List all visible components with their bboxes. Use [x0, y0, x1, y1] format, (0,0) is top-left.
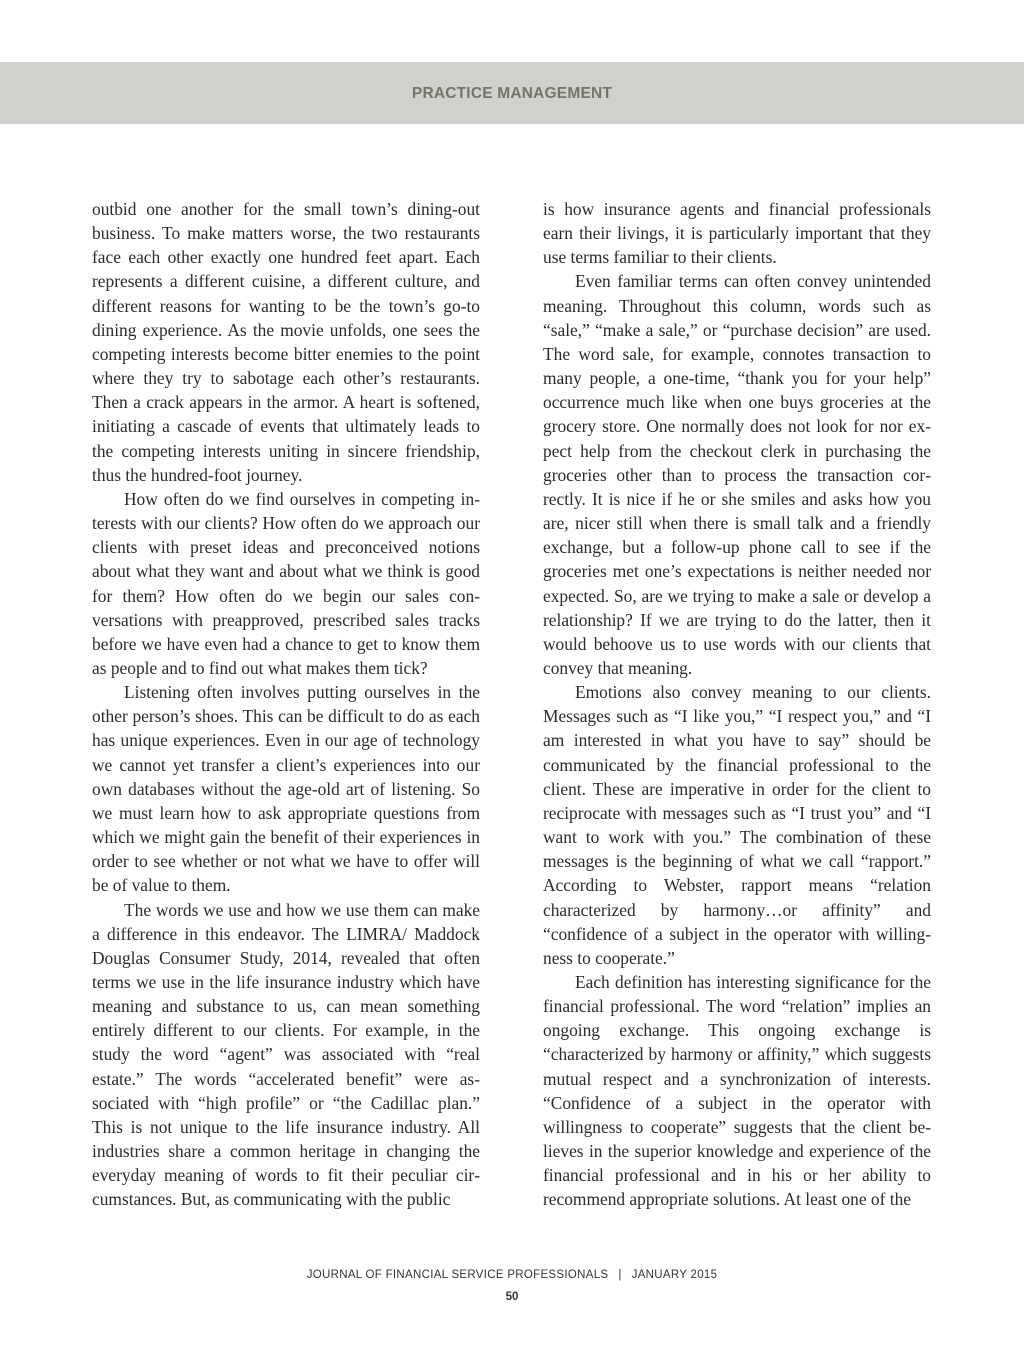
body-paragraph: Each definition has interesting significance for the financial professional. The word “relation” implies an ongoing exchange. This ongoing exchange is “characterized by harmony or affinity,” which suggests mutual respect and a synchronization of interests. “Confidence of a subject in the operator with willingness to cooperate” suggests that the client believes in the superior knowledge and experience of the financial professional and in his or her ability to recommend appropriate solutions. At least one of the — [543, 972, 931, 1210]
left-text-column — [92, 197, 480, 1212]
right-text-column — [543, 197, 931, 1212]
page-number: 50 — [505, 1291, 519, 1303]
issue-date: JANUARY 2015 — [631, 1269, 718, 1281]
body-paragraph: is how insurance agents and financial professionals earn their livings, it is particularly important that they use terms familiar to their clients. — [543, 199, 931, 268]
body-paragraph: Even familiar terms can often convey unintended meaning. Throughout this column, words such as “sale,” “make a sale,” or “purchase decision” are used. The word sale, for example, connotes transaction to many people, a one-time, “thank you for your help” occurrence much like when one buys groceries at the grocery store. One normally does not look for nor expect help from the checkout clerk in purchasing the groceries other than to process the transaction correctly. It is nice if he or she smiles and asks how you are, nicer still when there is small talk and a friendly exchange, but a follow-up phone call to see if the groceries met one’s expectations is neither needed nor expected. So, are we trying to make a sale or develop a relationship? If we are trying to do the latter, then it would behoove us to use words with our clients that convey that meaning. — [543, 271, 931, 678]
section-header-band — [0, 62, 1024, 124]
body-paragraph: The words we use and how we use them can make a difference in this endeavor. The LIMRA/ Maddock Douglas Consumer Study, 2014, revealed that often terms we use in the life insurance industry which have meaning and substance to us, can mean something entirely different to our clients. For example, in the study the word “agent” was associated with “real estate.” The words “accelerated benefit” were associated with “high profile” or “the Cadillac plan.” This is not unique to the life insurance industry. All industries share a common heritage in changing the everyday meaning of words to fit their peculiar circumstances. But, as communicating with the public — [92, 899, 480, 1210]
journal-name: JOURNAL OF FINANCIAL SERVICE PROFESSIONALS — [306, 1269, 609, 1281]
body-paragraph: Listening often involves putting ourselves in the other person’s shoes. This can be difficult to do as each has unique experiences. Even in our age of technology we cannot yet transfer a client’s experiences into our own databases without the age-old art of listening. So we must learn how to ask appropriate questions from which we might gain the benefit of their experiences in order to see whether or not what we have to offer will be of value to them. — [92, 682, 480, 896]
footer-separator: | — [618, 1269, 622, 1281]
body-paragraph: Emotions also convey meaning to our clients. Messages such as “I like you,” “I respect you,” and “I am interested in what you have to say” should be communicated by the financial professional to the client. These are imperative in order for the client to reciprocate with messages such as “I trust you” and “I want to work with you.” The combination of these messages is the beginning of what we call “rapport.” According to Webster, rapport means “relation characterized by harmony…or affinity” and “confidence of a subject in the operator with willingness to cooperate.” — [543, 682, 931, 968]
section-title: PRACTICE MANAGEMENT — [411, 85, 613, 102]
body-paragraph: outbid one another for the small town’s dining-out business. To make matters worse, the two restaurants face each other exactly one hundred feet apart. Each represents a different cuisine, a different culture, and different reasons for wanting to be the town’s go-to dining experience. As the movie unfolds, one sees the competing interests become bitter enemies to the point where they try to sabotage each other’s restaurants. Then a crack appears in the armor. A heart is softened, initiating a cascade of events that ultimately leads to the competing interests uniting in sincere friendship, thus the hundred-foot journey. — [92, 199, 480, 485]
body-paragraph: How often do we find ourselves in competing interests with our clients? How often do we approach our clients with preset ideas and preconceived notions about what they want and about what we think is good for them? How often do we begin our sales conversations with preapproved, prescribed sales tracks before we have even had a chance to get to know them as people and to find out what makes them tick? — [92, 488, 480, 678]
footer-journal-line — [0, 1269, 1024, 1281]
